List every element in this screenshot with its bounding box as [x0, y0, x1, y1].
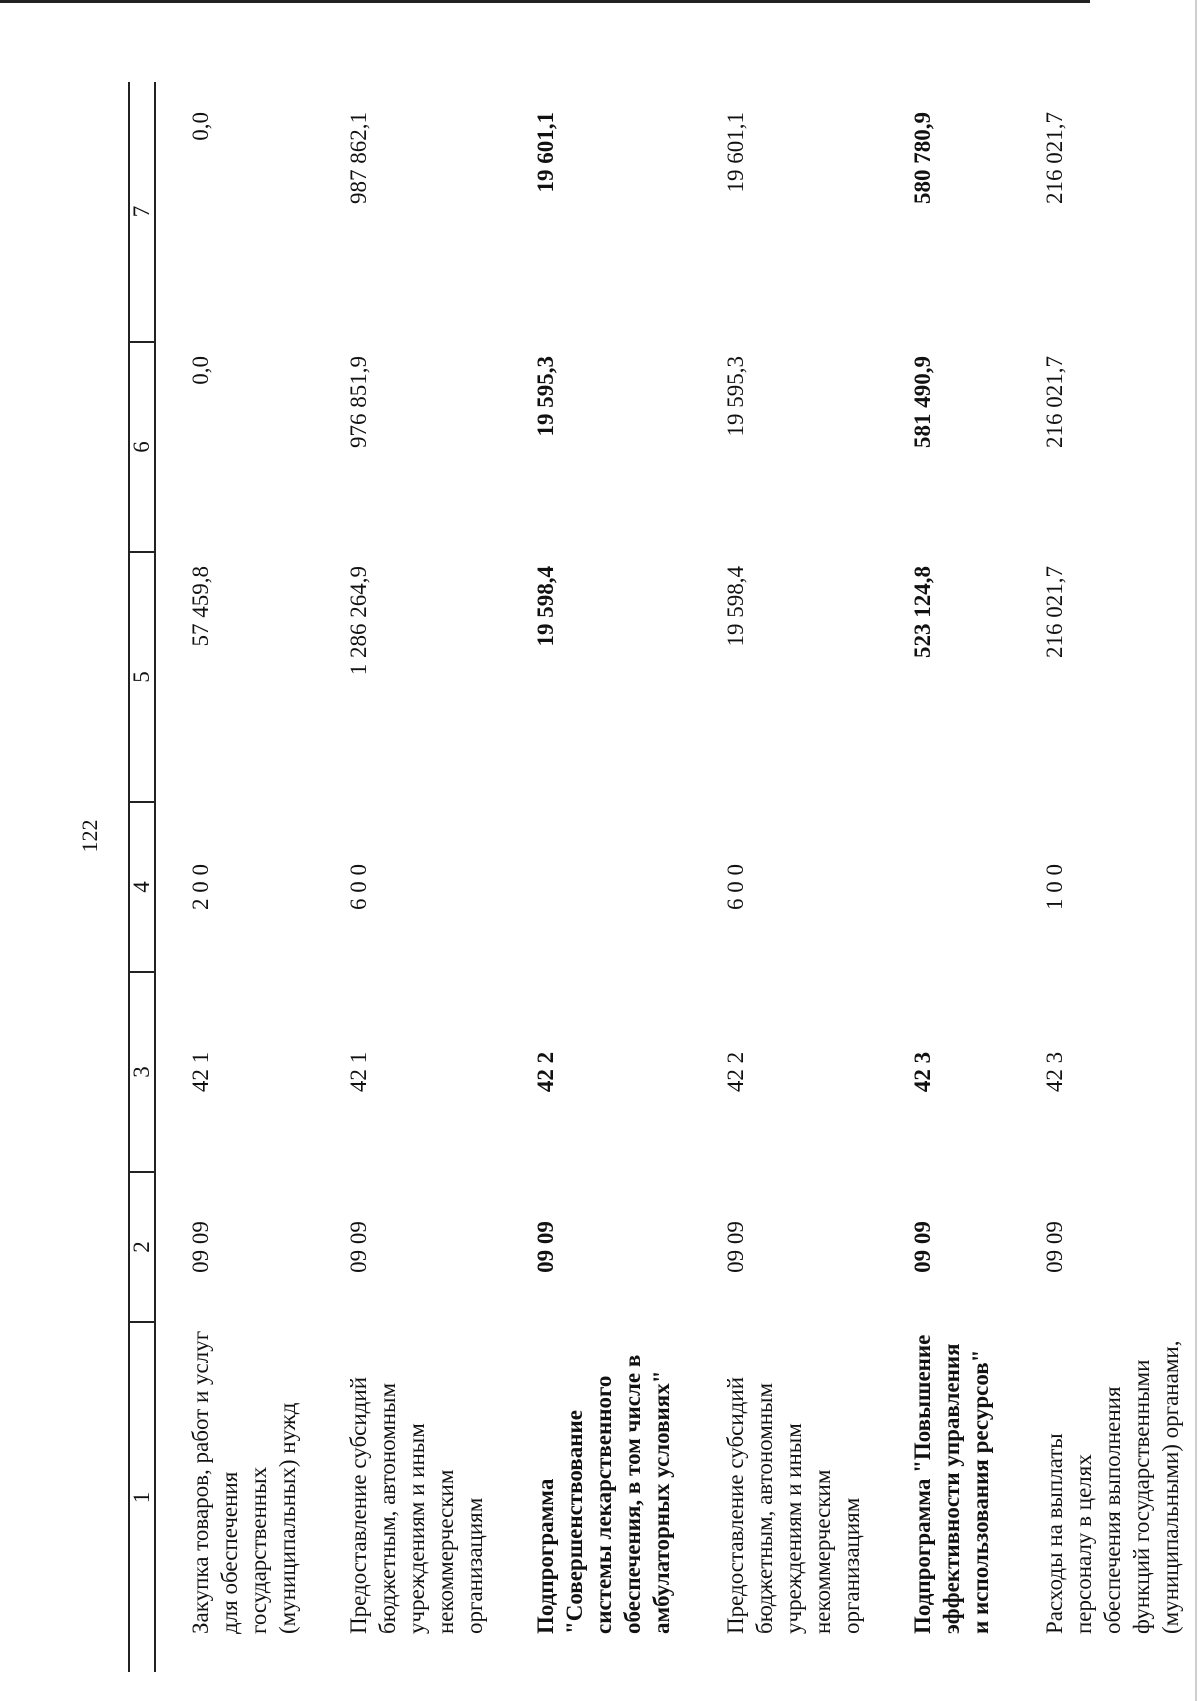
row-target-code: 42 2 — [723, 1051, 748, 1093]
row-amount-col7: 216 021,7 — [1042, 112, 1067, 204]
row-name: Подпрограмма "Повышение эффективности управления и использования ресурсов" — [910, 1334, 993, 1634]
table-row — [691, 82, 878, 1672]
row-amount-col7: 987 862,1 — [346, 112, 371, 204]
row-amount-col5: 1 286 264,9 — [346, 566, 371, 676]
budget-table — [128, 82, 1200, 1672]
row-amount-col5: 19 598,4 — [533, 566, 558, 647]
row-expense-type: 2 0 0 — [188, 864, 213, 910]
table-header-row — [129, 82, 155, 1672]
column-header-5: 5 — [129, 552, 155, 802]
row-amount-col5: 57 459,8 — [188, 566, 213, 647]
table-row — [155, 82, 314, 1672]
row-amount-col6: 19 595,3 — [533, 356, 558, 437]
row-amount-col6: 0,0 — [188, 356, 213, 385]
row-amount-col7: 19 601,1 — [723, 112, 748, 193]
row-amount-col5: 216 021,7 — [1042, 566, 1067, 658]
row-expense-type: 6 0 0 — [346, 864, 371, 910]
column-header-3: 3 — [129, 972, 155, 1172]
row-name: Подпрограмма "Совершенствование системы лекарственного обеспечения, в том числе в амбулаторных условиях" — [533, 1354, 674, 1634]
row-expense-type: 6 0 0 — [723, 864, 748, 910]
row-target-code: 42 2 — [533, 1051, 558, 1093]
row-name: Расходы на выплаты персоналу в целях обеспечения выполнения функций государственными (муниципальными) органами, — [1042, 1340, 1183, 1634]
row-name: Закупка товаров, работ и услуг для обеспечения государственных (муниципальных) нужд — [188, 1330, 300, 1634]
row-section-code: 09 09 — [188, 1221, 213, 1273]
row-section-code: 09 09 — [346, 1221, 371, 1273]
row-target-code: 42 1 — [188, 1051, 213, 1093]
row-expense-type — [501, 802, 691, 972]
scan-edge-top — [0, 0, 1090, 3]
table-row — [1010, 82, 1200, 1672]
row-amount-col6: 581 490,9 — [910, 356, 935, 448]
row-amount-col5: 19 598,4 — [723, 566, 748, 647]
table-row-subprogram — [878, 82, 1010, 1672]
table-row — [314, 82, 501, 1672]
row-name: Предоставление субсидий бюджетным, автономным учреждениям и иным некоммерческим организациям — [346, 1377, 487, 1634]
row-amount-col7: 19 601,1 — [533, 112, 558, 193]
row-target-code: 42 1 — [346, 1051, 371, 1093]
row-expense-type — [878, 802, 1010, 972]
row-section-code: 09 09 — [533, 1221, 558, 1273]
budget-table-frame — [128, 82, 1183, 1672]
row-amount-col7: 580 780,9 — [910, 112, 935, 204]
row-target-code: 42 3 — [1042, 1051, 1067, 1093]
column-header-1: 1 — [129, 1322, 155, 1672]
column-header-2: 2 — [129, 1172, 155, 1322]
row-amount-col6: 216 021,7 — [1042, 356, 1067, 448]
page-number: 122 — [77, 819, 102, 853]
row-section-code: 09 09 — [910, 1221, 935, 1273]
table-row-subprogram — [501, 82, 691, 1672]
row-section-code: 09 09 — [723, 1221, 748, 1273]
column-header-4: 4 — [129, 802, 155, 972]
row-name: Предоставление субсидий бюджетным, автономным учреждениям и иным некоммерческим организациям — [723, 1377, 864, 1634]
column-header-6: 6 — [129, 342, 155, 552]
column-header-7: 7 — [129, 82, 155, 342]
row-amount-col5: 523 124,8 — [910, 566, 935, 658]
row-amount-col6: 19 595,3 — [723, 356, 748, 437]
row-expense-type: 1 0 0 — [1042, 864, 1067, 910]
row-amount-col7: 0,0 — [188, 112, 213, 141]
row-target-code: 42 3 — [910, 1051, 935, 1093]
row-section-code: 09 09 — [1042, 1221, 1067, 1273]
row-amount-col6: 976 851,9 — [346, 356, 371, 448]
